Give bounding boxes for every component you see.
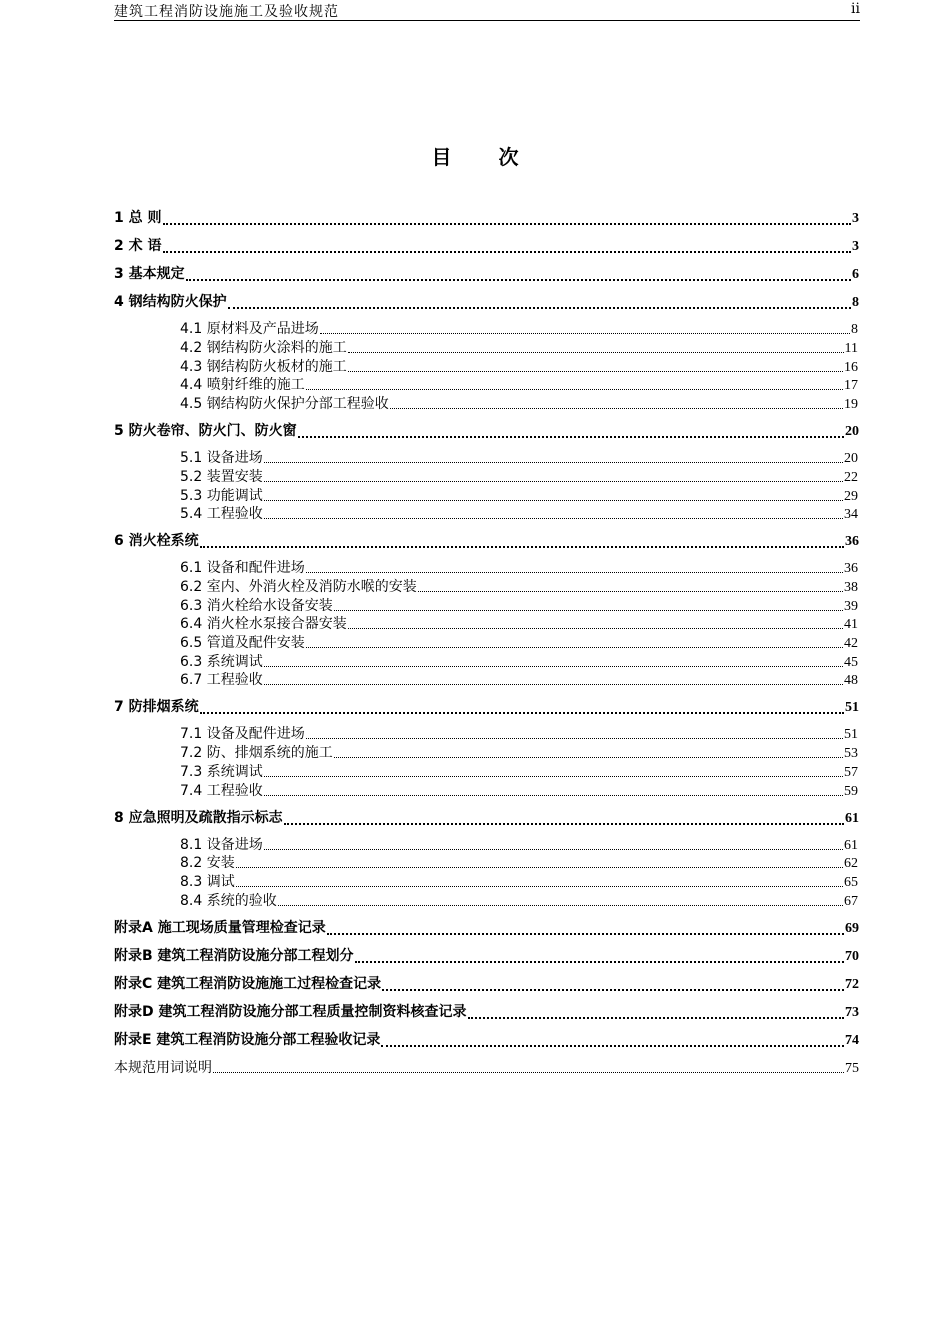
toc-entry[interactable] <box>180 505 858 523</box>
toc-entry-page: 29 <box>844 488 858 504</box>
toc-entry-page: 42 <box>844 636 858 651</box>
toc-leader-dots <box>334 757 843 758</box>
toc-leader-dots <box>264 462 843 463</box>
toc-entry-page: 72 <box>845 976 859 992</box>
toc-leader-dots <box>264 776 843 777</box>
toc-entry-page: 74 <box>845 1033 859 1048</box>
toc-entry-label: 附录E 建筑工程消防设施分部工程验收记录 <box>114 1032 381 1048</box>
toc-entry[interactable] <box>114 974 859 994</box>
toc-leader-dots <box>418 591 843 592</box>
toc-entry-page: 61 <box>845 810 859 826</box>
toc-entry-page: 34 <box>844 507 858 523</box>
toc-entry-page: 36 <box>844 561 858 577</box>
toc-entry[interactable] <box>114 1030 859 1050</box>
toc-entry-page: 61 <box>844 837 858 853</box>
toc-entry-page: 3 <box>852 211 859 226</box>
toc-entry-label: 附录C 建筑工程消防设施施工过程检查记录 <box>114 975 382 992</box>
toc-entry-page: 45 <box>844 654 858 670</box>
toc-entry-label: 附录B 建筑工程消防设施分部工程划分 <box>114 947 354 964</box>
toc-leader-dots <box>236 886 843 887</box>
toc-entry[interactable] <box>180 744 858 762</box>
toc-entry-label: 5.1 设备进场 <box>180 450 263 467</box>
toc-entry-page: 38 <box>844 579 858 595</box>
toc-entry-label: 8.1 设备进场 <box>180 836 263 853</box>
toc-leader-dots <box>228 307 851 309</box>
toc-entry[interactable] <box>180 854 858 872</box>
toc-leader-dots <box>348 352 844 353</box>
toc-leader-dots <box>306 572 843 573</box>
toc-entry-label: 8 应急照明及疏散指示标志 <box>114 809 283 826</box>
toc-entry-page: 67 <box>844 893 858 909</box>
toc-entry-page: 16 <box>844 359 858 375</box>
toc-entry[interactable] <box>180 634 858 652</box>
toc-entry-page: 11 <box>844 341 858 356</box>
toc-entry-label: 4 钢结构防火保护 <box>114 294 227 311</box>
toc-entry-label: 4.1 原材料及产品进场 <box>180 321 319 338</box>
toc-entry-page: 75 <box>845 1061 859 1077</box>
toc-entry-page: 17 <box>844 378 858 394</box>
toc-leader-dots <box>298 436 844 438</box>
toc-entry-label: 6.4 消火栓水泵接合器安装 <box>180 616 347 633</box>
toc-entry-label: 本规范用词说明 <box>114 1060 212 1077</box>
toc-entry-label: 4.3 钢结构防火板材的施工 <box>180 358 347 375</box>
toc-entry-page: 8 <box>852 295 859 311</box>
toc-entry[interactable] <box>180 376 858 394</box>
toc-entry-label: 5.3 功能调试 <box>180 487 263 504</box>
toc-entry[interactable] <box>180 358 858 376</box>
toc-entry-page: 62 <box>844 856 858 872</box>
toc-entry-label: 4.5 钢结构防火保护分部工程验收 <box>180 396 389 413</box>
toc-leader-dots <box>264 500 843 501</box>
toc-leader-dots <box>200 712 844 714</box>
toc-leader-dots <box>348 628 843 629</box>
toc-entry-label: 8.4 系统的验收 <box>180 892 277 909</box>
toc-entry[interactable] <box>114 918 859 938</box>
toc-entry-page: 51 <box>845 700 859 716</box>
toc-leader-dots <box>264 666 843 667</box>
toc-entry-label: 4.2 钢结构防火涂料的施工 <box>180 340 347 356</box>
toc-entry[interactable] <box>180 671 858 689</box>
toc-entry[interactable] <box>114 531 859 551</box>
toc-leader-dots <box>186 279 851 281</box>
toc-entry[interactable] <box>180 615 858 633</box>
toc-entry-page: 39 <box>844 598 858 614</box>
toc-entry[interactable] <box>114 421 859 441</box>
toc-leader-dots <box>334 610 843 611</box>
toc-entry-page: 22 <box>844 469 858 485</box>
toc-entry[interactable] <box>114 946 859 966</box>
toc-entry[interactable] <box>180 578 858 596</box>
toc-entry[interactable] <box>180 873 858 891</box>
page-header <box>114 0 860 21</box>
toc-entry[interactable] <box>180 597 858 615</box>
toc-entry-page: 3 <box>852 239 859 255</box>
toc-entry-page: 41 <box>844 617 858 633</box>
toc-entry-label: 1 总 则 <box>114 210 162 226</box>
toc-entry-page: 65 <box>844 874 858 890</box>
toc-entry[interactable] <box>114 292 859 312</box>
toc-entry[interactable] <box>114 1059 859 1077</box>
toc-entry[interactable] <box>180 782 858 800</box>
toc-entry[interactable] <box>180 653 858 671</box>
toc-entry-page: 6 <box>852 267 859 283</box>
toc-leader-dots <box>264 684 843 685</box>
toc-entry-label: 7 防排烟系统 <box>114 699 199 716</box>
toc-leader-dots <box>355 961 844 963</box>
toc-entry-label: 3 基本规定 <box>114 266 185 283</box>
toc-title: 目 次 <box>431 145 539 169</box>
toc-entry-page: 59 <box>844 783 858 799</box>
toc-entry-label: 6 消火栓系统 <box>114 533 199 550</box>
toc-leader-dots <box>200 546 844 548</box>
toc-leader-dots <box>348 371 843 372</box>
toc-entry-label: 附录A 施工现场质量管理检查记录 <box>114 919 326 936</box>
toc-entry-label: 6.3 消火栓给水设备安装 <box>180 597 333 614</box>
toc-entry-label: 6.1 设备和配件进场 <box>180 560 305 577</box>
toc-entry[interactable] <box>180 468 858 486</box>
toc-entry-page: 19 <box>844 397 858 413</box>
toc-entry[interactable] <box>180 725 858 743</box>
toc-leader-dots <box>278 905 843 906</box>
toc-entry[interactable] <box>114 697 859 717</box>
toc-leader-dots <box>382 989 844 991</box>
toc-entry[interactable] <box>180 559 858 577</box>
toc-entry-page: 57 <box>844 764 858 780</box>
toc-entry-label: 8.3 调试 <box>180 873 235 890</box>
toc-leader-dots <box>306 647 843 648</box>
toc-entry[interactable] <box>180 320 858 338</box>
toc-entry-page: 8 <box>851 322 858 338</box>
toc-leader-dots <box>284 823 844 825</box>
toc-entry-page: 20 <box>844 451 858 467</box>
toc-entry-label: 2 术 语 <box>114 238 162 255</box>
toc-entry-label: 7.1 设备及配件进场 <box>180 726 305 743</box>
toc-entry-label: 7.4 工程验收 <box>180 782 263 799</box>
toc-entry-page: 48 <box>844 673 858 689</box>
toc-entry-label: 8.2 安装 <box>180 855 235 872</box>
toc-entry-label: 7.3 系统调试 <box>180 763 263 780</box>
toc-entry-label: 7.2 防、排烟系统的施工 <box>180 745 333 762</box>
toc-entry[interactable] <box>180 836 858 854</box>
toc-entry-page: 36 <box>845 534 859 550</box>
toc-leader-dots <box>468 1017 845 1019</box>
toc-entry-page: 20 <box>845 424 859 440</box>
toc-entry-label: 5 防火卷帘、防火门、防火窗 <box>114 423 297 440</box>
toc-leader-dots <box>163 223 852 225</box>
toc-entry-page: 51 <box>844 727 858 743</box>
toc-entry[interactable] <box>180 892 858 910</box>
toc-leader-dots <box>264 849 843 850</box>
toc-leader-dots <box>327 933 844 935</box>
toc-leader-dots <box>163 251 852 253</box>
toc-entry[interactable] <box>180 763 858 781</box>
toc-entry-page: 73 <box>845 1004 859 1020</box>
toc-entry-label: 6.2 室内、外消火栓及消防水喉的安装 <box>180 578 417 595</box>
toc-entry[interactable] <box>180 339 858 357</box>
toc-leader-dots <box>390 408 843 409</box>
toc-leader-dots <box>264 795 843 796</box>
toc-leader-dots <box>306 738 843 739</box>
toc-leader-dots <box>306 389 843 390</box>
header-title: 建筑工程消防设施施工及验收规范 <box>114 4 339 20</box>
toc-entry-page: 53 <box>844 746 858 762</box>
toc-entry[interactable] <box>180 449 858 467</box>
toc-entry[interactable] <box>180 487 858 505</box>
toc-entry-label: 附录D 建筑工程消防设施分部工程质量控制资料核查记录 <box>114 1003 467 1020</box>
toc-entry-label: 4.4 喷射纤维的施工 <box>180 377 305 394</box>
toc-leader-dots <box>213 1072 844 1073</box>
toc-leader-dots <box>264 481 843 482</box>
toc-leader-dots <box>381 1045 844 1047</box>
toc-entry-label: 5.2 装置安装 <box>180 468 263 485</box>
toc-entry-page: 69 <box>845 920 859 936</box>
toc-entry[interactable] <box>114 808 859 828</box>
toc-entry[interactable] <box>114 208 859 228</box>
toc-entry-label: 6.7 工程验收 <box>180 672 263 689</box>
toc-leader-dots <box>236 867 843 868</box>
toc-leader-dots <box>264 518 843 519</box>
toc-entry-label: 6.3 系统调试 <box>180 653 263 670</box>
toc-entry[interactable] <box>114 236 859 256</box>
toc-entry[interactable] <box>180 395 858 413</box>
header-page-number: ii <box>851 1 860 17</box>
toc-entry[interactable] <box>114 1002 859 1022</box>
toc-entry-label: 5.4 工程验收 <box>180 506 263 523</box>
toc-entry-page: 70 <box>845 948 859 964</box>
toc-entry-label: 6.5 管道及配件安装 <box>180 635 305 651</box>
toc-leader-dots <box>320 333 850 334</box>
toc-entry[interactable] <box>114 264 859 284</box>
